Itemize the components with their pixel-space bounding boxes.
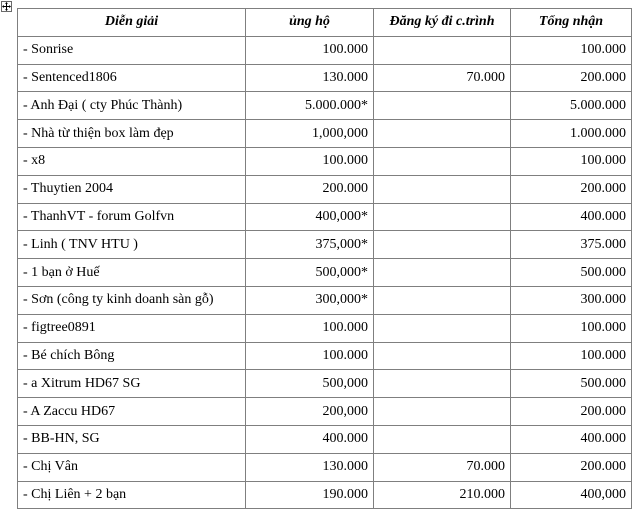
cell-total: 400.000	[511, 203, 632, 231]
cell-total: 100.000	[511, 314, 632, 342]
cell-description: - Linh ( TNV HTU )	[18, 231, 246, 259]
table-row	[18, 92, 632, 120]
cell-total: 375.000	[511, 231, 632, 259]
cell-total: 5.000.000	[511, 92, 632, 120]
cell-donated: 100.000	[246, 36, 374, 64]
cell-total: 100.000	[511, 342, 632, 370]
cell-description: - BB-HN, SG	[18, 425, 246, 453]
cell-description: - Chị Liên + 2 bạn	[18, 481, 246, 509]
cell-registered	[374, 259, 511, 287]
cell-description: - Sơn (công ty kinh doanh sàn gỗ)	[18, 286, 246, 314]
cell-registered	[374, 147, 511, 175]
cell-donated: 100.000	[246, 314, 374, 342]
cell-registered	[374, 36, 511, 64]
cell-donated: 400.000	[246, 425, 374, 453]
column-header-total: Tổng nhận	[511, 9, 632, 37]
cell-total: 200.000	[511, 453, 632, 481]
cell-registered	[374, 92, 511, 120]
cell-total: 500.000	[511, 370, 632, 398]
table-row	[18, 481, 632, 509]
table-row	[18, 175, 632, 203]
cell-registered: 70.000	[374, 64, 511, 92]
cell-donated: 130.000	[246, 64, 374, 92]
cell-total: 200.000	[511, 175, 632, 203]
cell-donated: 130.000	[246, 453, 374, 481]
cell-total: 400,000	[511, 481, 632, 509]
table-row	[18, 147, 632, 175]
cell-registered	[374, 203, 511, 231]
cell-total: 400.000	[511, 425, 632, 453]
cell-donated: 1,000,000	[246, 120, 374, 148]
cell-donated: 300,000*	[246, 286, 374, 314]
cell-description: - ThanhVT - forum Golfvn	[18, 203, 246, 231]
cell-registered	[374, 342, 511, 370]
cell-donated: 100.000	[246, 342, 374, 370]
table-row	[18, 259, 632, 287]
table-row	[18, 64, 632, 92]
column-header-donated: ủng hộ	[246, 9, 374, 37]
table-move-handle-icon[interactable]	[1, 1, 12, 12]
table-row	[18, 314, 632, 342]
cell-registered	[374, 398, 511, 426]
cell-total: 1.000.000	[511, 120, 632, 148]
column-header-description: Diễn giải	[18, 9, 246, 37]
cell-donated: 500,000	[246, 370, 374, 398]
table-body	[18, 36, 632, 509]
table-header-row	[18, 9, 632, 37]
cell-donated: 200,000	[246, 398, 374, 426]
column-header-registered: Đăng ký đi c.trình	[374, 9, 511, 37]
cell-donated: 200.000	[246, 175, 374, 203]
cell-description: - Bé chích Bông	[18, 342, 246, 370]
cell-registered	[374, 175, 511, 203]
cell-total: 300.000	[511, 286, 632, 314]
cell-registered	[374, 120, 511, 148]
cell-total: 200.000	[511, 398, 632, 426]
cell-description: - Anh Đại ( cty Phúc Thành)	[18, 92, 246, 120]
cell-total: 100.000	[511, 36, 632, 64]
cell-description: - Chị Vân	[18, 453, 246, 481]
cell-description: - Nhà từ thiện box làm đẹp	[18, 120, 246, 148]
table-row	[18, 231, 632, 259]
cell-description: - A Zaccu HD67	[18, 398, 246, 426]
donation-table	[17, 8, 632, 509]
table-row	[18, 286, 632, 314]
cell-registered	[374, 425, 511, 453]
cell-donated: 190.000	[246, 481, 374, 509]
table-row	[18, 370, 632, 398]
cell-description: - Thuytien 2004	[18, 175, 246, 203]
cell-donated: 500,000*	[246, 259, 374, 287]
cell-description: - x8	[18, 147, 246, 175]
cell-total: 200.000	[511, 64, 632, 92]
cell-donated: 400,000*	[246, 203, 374, 231]
cell-total: 500.000	[511, 259, 632, 287]
cell-donated: 375,000*	[246, 231, 374, 259]
cell-total: 100.000	[511, 147, 632, 175]
cell-donated: 5.000.000*	[246, 92, 374, 120]
cell-registered: 210.000	[374, 481, 511, 509]
cell-registered	[374, 370, 511, 398]
cell-description: - 1 bạn ở Huế	[18, 259, 246, 287]
cell-registered	[374, 231, 511, 259]
cell-registered	[374, 314, 511, 342]
table-row	[18, 36, 632, 64]
cell-description: - Sonrise	[18, 36, 246, 64]
cell-donated: 100.000	[246, 147, 374, 175]
cell-description: - a Xitrum HD67 SG	[18, 370, 246, 398]
cell-registered	[374, 286, 511, 314]
table-row	[18, 425, 632, 453]
table-row	[18, 398, 632, 426]
table-row	[18, 342, 632, 370]
table-row	[18, 120, 632, 148]
table-row	[18, 203, 632, 231]
cell-description: - figtree0891	[18, 314, 246, 342]
cell-description: - Sentenced1806	[18, 64, 246, 92]
table-row	[18, 453, 632, 481]
cell-registered: 70.000	[374, 453, 511, 481]
